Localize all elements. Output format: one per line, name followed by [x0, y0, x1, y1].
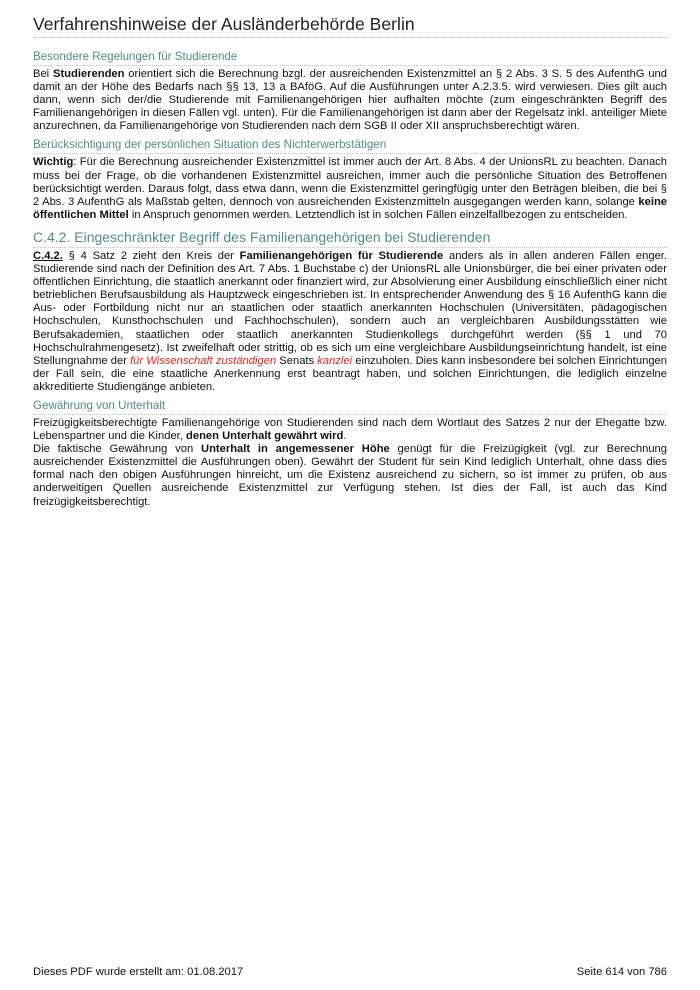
text-run: . [343, 430, 347, 443]
document-content [33, 50, 667, 509]
text-run: einzuholen. Dies kann insbesondere bei solchen Einrichtungen der Fall sein, die eine staatliche Anerkennung erst beantragt haben, und solchen Einrichtungen, die lediglich einzelne akkreditierte Studiengänge anbieten. [33, 354, 667, 393]
paragraph-c-4-2 [33, 250, 667, 394]
paragraph-persoenliche-situation [33, 156, 667, 221]
heading-studierende: Besondere Regelungen für Studierende [33, 50, 667, 66]
text-run: in Anspruch genommen werden. Letztendlich ist in solchen Fällen einzelfallbezogen zu entscheiden. [128, 208, 628, 221]
bold-run: Wichtig [33, 156, 74, 169]
text-run: Bei [33, 68, 53, 80]
heading-unterhalt: Gewährung von Unterhalt [33, 399, 667, 415]
section-reference-link[interactable]: C.4.2. [33, 249, 63, 262]
bold-run: keine öffentlichen Mittel [33, 195, 667, 221]
paragraph-studierende [33, 68, 667, 133]
text-run: Freizügigkeitsberechtigte Familienangehörige von Studierenden sind nach dem Wortlaut des Satzes 2 nur der Ehegatte bzw. Lebenspartner und die Kinder, [33, 416, 667, 443]
text-run: Die faktische Gewährung von [33, 443, 201, 456]
highlighted-text: für Wissenschaft zuständigen [130, 354, 277, 367]
heading-persoenliche-situation: Berücksichtigung der persönlichen Situation des Nichterwerbstätigen [33, 138, 667, 154]
text-run: genügt für die Freizügigkeit (vgl. zur Berechnung ausreichender Existenzmittel die Ausführungen oben). Gewährt der Student für sein Kind lediglich Unterhalt, ohne dass dies formal nach den obigen Ausführungen hinreicht, um die Existenz ausreichend zu sichern, so ist immer zu prüfen, ob aus anderweitigen Quellen ausreichende Existenzmittel zur Verfügung stehen. Ist dies der Fall, ist auch das Kind freizügigkeitsberechtigt. [33, 443, 667, 508]
text-run: : Für die Berechnung ausreichender Existenzmittel ist immer auch der Art. 8 Abs. 4 der UnionsRL zu beachten. Danach muss bei der Frage, ob die vorhandenen Existenzmittel ausreichen, immer auch die persönliche Situation des Betroffenen berücksichtigt werden. Daraus folgt, dass etwa dann, wenn die Existenzmittel geringfügig unter den Beträgen bleiben, die bei § 2 Abs. 3 AufenthG als Maßstab gelten, dennoch von ausreichenden Existenzmitteln ausgegangen werden kann, solange [33, 156, 667, 208]
bold-run: Studierenden [52, 68, 125, 80]
text-run: orientiert sich die Berechnung bzgl. der ausreichenden Existenzmittel an § 2 Abs. 3 S. 5 des AufenthG und damit an der Höhe des Bedarfs nach §§ 13, 13 a BAföG. Auf die Ausführungen unter A.2.3.5. wird verwiesen. Dies gilt auch dann, wenn sich der/die Studierende mit Familienangehörigen hier aufhalten möchte (zum eingeschränkten Begriff des Familienangehörigen in diesen Fällen vgl. unten). Für die Familienangehörigen ist dann aber der Regelsatz inkl. anteiliger Miete anzurechnen, da Familienangehörige von Studierenden nach dem SGB II oder XII anspruchsberechtigt wären. [33, 68, 667, 133]
document-title: Verfahrenshinweise der Ausländerbehörde Berlin [33, 14, 415, 34]
footer-created-date: Dieses PDF wurde erstellt am: 01.08.2017 [33, 966, 244, 978]
paragraph-unterhalt-2 [33, 443, 667, 508]
section-heading-c-4-2: C.4.2. Eingeschränkter Begriff des Familienangehörigen bei Studierenden [33, 228, 667, 248]
text-run: anders als in allen anderen Fällen enger. Studierende sind nach der Definition des Art. 7 Abs. 1 Buchstabe c) der UnionsRL alle Unionsbürger, die bei einer privaten oder öffentlichen Einrichtung, die staatlich anerkannt oder finanziert wird, zur Absolvierung einer Ausbildung einschließlich einer nicht betrieblichen Berufsausbildung als Hauptzweck eingeschrieben ist. In entsprechender Anwendung des § 16 AufenthG kann die Aus- oder Fortbildung nicht nur an staatlichen oder staatlich anerkannten Hochschulen (Universitäten, pädagogischen Hochschulen, Kunsthochschulen und Fachhochschulen), sondern auch an vergleichbaren Ausbildungsstätten wie Berufsakademien, staatlichen oder staatlich anerkannten Studienkollegs durchgeführt werden (§§ 1 und 70 Hochschulrahmengesetz). Ist zweifelhaft oder strittig, ob es sich um eine vergleichbare Ausbildungseinrichtung handelt, ist eine Stellungnahme der [33, 249, 668, 367]
bold-run: Familienangehörigen für Studierende [239, 249, 444, 262]
bold-run: Unterhalt in angemessener Höhe [201, 443, 390, 456]
document-page [33, 0, 667, 990]
footer-page-number: Seite 614 von 786 [576, 966, 667, 978]
text-run: Senats [276, 354, 315, 367]
highlighted-text: kanzlei [317, 354, 353, 367]
bold-run: denen Unterhalt gewährt wird [186, 430, 344, 443]
paragraph-unterhalt-1 [33, 417, 667, 443]
text-run: § 4 Satz 2 zieht den Kreis der [62, 249, 240, 262]
title-divider [33, 37, 667, 38]
